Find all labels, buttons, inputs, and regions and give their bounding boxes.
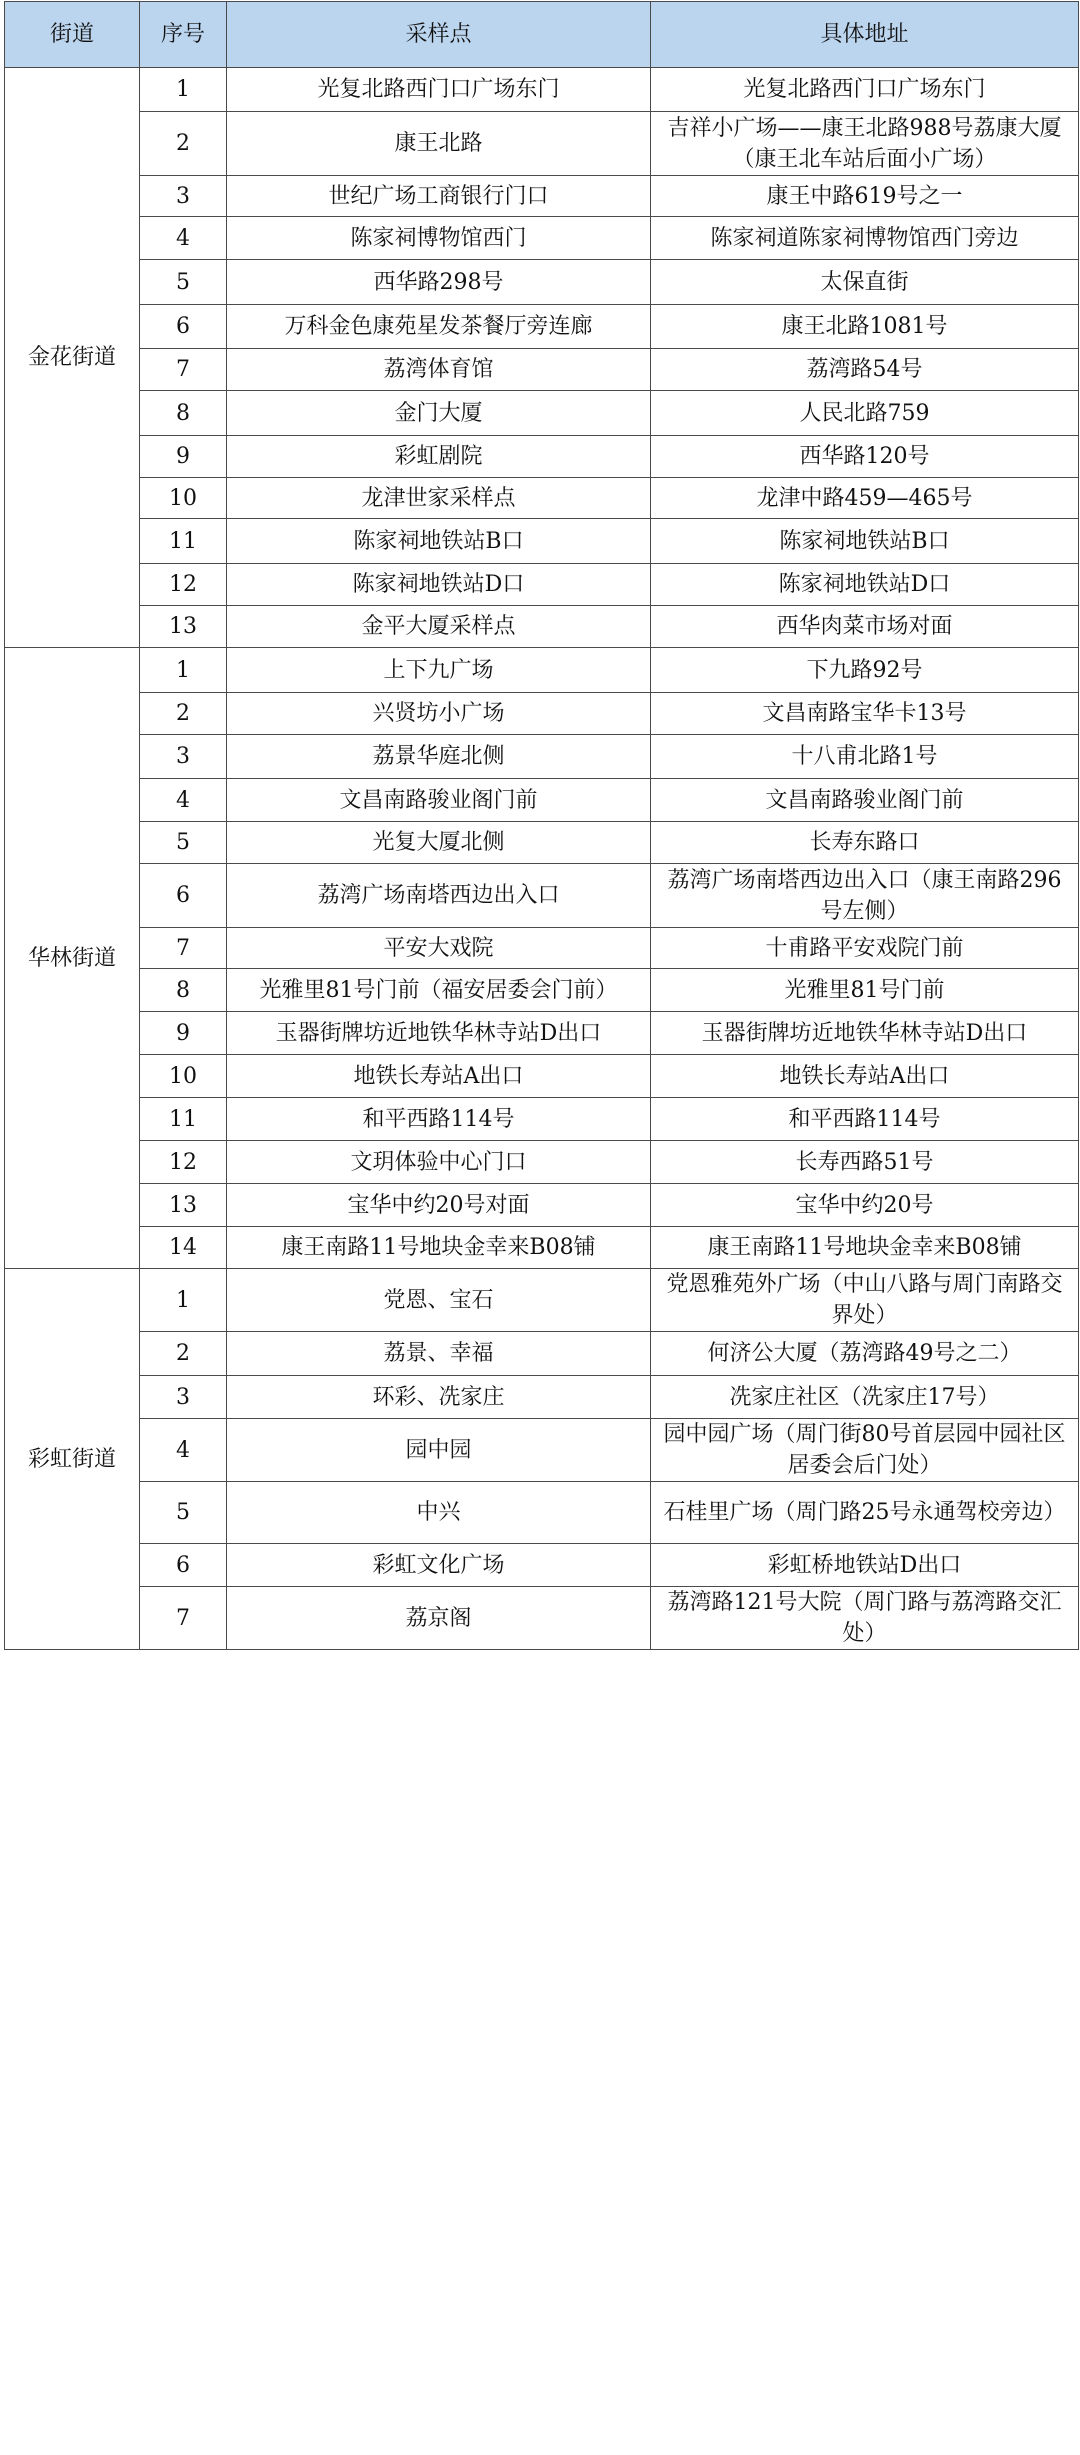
- address: 陈家祠道陈家祠博物馆西门旁边: [651, 217, 1079, 260]
- header-sampling-site: 采样点: [227, 2, 651, 68]
- address: 下九路92号: [651, 648, 1079, 693]
- address: 吉祥小广场——康王北路988号荔康大厦（康王北车站后面小广场）: [651, 112, 1079, 176]
- table-row: [5, 436, 1079, 478]
- sampling-site: 光复大厦北侧: [227, 822, 651, 864]
- address: 康王北路1081号: [651, 305, 1079, 349]
- table-row: [5, 68, 1079, 112]
- address: 龙津中路459—465号: [651, 478, 1079, 519]
- header-street: 街道: [5, 2, 140, 68]
- sampling-sites-table: [4, 1, 1079, 1650]
- sampling-site: 荔湾体育馆: [227, 349, 651, 391]
- table-row: [5, 1141, 1079, 1184]
- row-number: 12: [140, 1141, 227, 1184]
- sampling-site: 宝华中约20号对面: [227, 1184, 651, 1227]
- address: 太保直街: [651, 260, 1079, 305]
- address: 何济公大厦（荔湾路49号之二）: [651, 1332, 1079, 1376]
- address: 彩虹桥地铁站D出口: [651, 1544, 1079, 1587]
- row-number: 7: [140, 349, 227, 391]
- table-row: [5, 928, 1079, 969]
- address: 康王中路619号之一: [651, 176, 1079, 217]
- table-row: [5, 735, 1079, 779]
- header-row: [5, 2, 1079, 68]
- sampling-site: 上下九广场: [227, 648, 651, 693]
- row-number: 1: [140, 68, 227, 112]
- sampling-site: 世纪广场工商银行门口: [227, 176, 651, 217]
- table-row: [5, 1482, 1079, 1544]
- row-number: 2: [140, 1332, 227, 1376]
- address: 园中园广场（周门街80号首层园中园社区居委会后门处）: [651, 1419, 1079, 1482]
- sampling-site: 龙津世家采样点: [227, 478, 651, 519]
- row-number: 7: [140, 928, 227, 969]
- table-row: [5, 1376, 1079, 1419]
- row-number: 6: [140, 1544, 227, 1587]
- sampling-site: 文昌南路骏业阁门前: [227, 779, 651, 822]
- table-row: [5, 1184, 1079, 1227]
- address: 十甫路平安戏院门前: [651, 928, 1079, 969]
- address: 西华肉菜市场对面: [651, 606, 1079, 648]
- address: 陈家祠地铁站D口: [651, 564, 1079, 606]
- table-row: [5, 176, 1079, 217]
- sampling-site: 陈家祠博物馆西门: [227, 217, 651, 260]
- sampling-site: 光雅里81号门前（福安居委会门前）: [227, 969, 651, 1012]
- address: 和平西路114号: [651, 1098, 1079, 1141]
- address: 地铁长寿站A出口: [651, 1055, 1079, 1098]
- row-number: 10: [140, 478, 227, 519]
- row-number: 7: [140, 1587, 227, 1650]
- sampling-site: 陈家祠地铁站D口: [227, 564, 651, 606]
- row-number: 11: [140, 519, 227, 564]
- sampling-site: 环彩、冼家庄: [227, 1376, 651, 1419]
- street-group-caihong: 彩虹街道: [5, 1269, 140, 1650]
- table-row: [5, 349, 1079, 391]
- row-number: 9: [140, 436, 227, 478]
- header-number: 序号: [140, 2, 227, 68]
- row-number: 5: [140, 822, 227, 864]
- row-number: 11: [140, 1098, 227, 1141]
- header-address: 具体地址: [651, 2, 1079, 68]
- table-row: [5, 519, 1079, 564]
- table-row: [5, 1227, 1079, 1269]
- table-row: [5, 564, 1079, 606]
- table-row: [5, 822, 1079, 864]
- sampling-site: 荔景、幸福: [227, 1332, 651, 1376]
- sampling-site: 兴贤坊小广场: [227, 693, 651, 735]
- sampling-site: 文玥体验中心门口: [227, 1141, 651, 1184]
- address: 玉器街牌坊近地铁华林寺站D出口: [651, 1012, 1079, 1055]
- sampling-site: 康王南路11号地块金幸来B08铺: [227, 1227, 651, 1269]
- address: 光复北路西门口广场东门: [651, 68, 1079, 112]
- address: 文昌南路骏业阁门前: [651, 779, 1079, 822]
- sampling-site: 和平西路114号: [227, 1098, 651, 1141]
- row-number: 4: [140, 217, 227, 260]
- address: 人民北路759: [651, 391, 1079, 436]
- table-row: [5, 1269, 1079, 1332]
- address: 长寿东路口: [651, 822, 1079, 864]
- row-number: 1: [140, 648, 227, 693]
- sampling-site: 党恩、宝石: [227, 1269, 651, 1332]
- sampling-site: 地铁长寿站A出口: [227, 1055, 651, 1098]
- sampling-site: 平安大戏院: [227, 928, 651, 969]
- row-number: 12: [140, 564, 227, 606]
- street-group-jinhua: 金花街道: [5, 68, 140, 648]
- table-row: [5, 1332, 1079, 1376]
- sampling-site: 金平大厦采样点: [227, 606, 651, 648]
- sampling-site: 康王北路: [227, 112, 651, 176]
- row-number: 3: [140, 176, 227, 217]
- row-number: 5: [140, 260, 227, 305]
- table-row: [5, 1419, 1079, 1482]
- row-number: 13: [140, 1184, 227, 1227]
- table-row: [5, 478, 1079, 519]
- address: 西华路120号: [651, 436, 1079, 478]
- table-row: [5, 648, 1079, 693]
- table-row: [5, 606, 1079, 648]
- row-number: 6: [140, 305, 227, 349]
- table-body: [5, 68, 1079, 1650]
- sampling-site: 荔京阁: [227, 1587, 651, 1650]
- table-row: [5, 1055, 1079, 1098]
- row-number: 13: [140, 606, 227, 648]
- table-row: [5, 112, 1079, 176]
- sampling-site: 中兴: [227, 1482, 651, 1544]
- row-number: 14: [140, 1227, 227, 1269]
- table-row: [5, 779, 1079, 822]
- table-row: [5, 1587, 1079, 1650]
- sampling-site: 陈家祠地铁站B口: [227, 519, 651, 564]
- row-number: 8: [140, 969, 227, 1012]
- table-row: [5, 1012, 1079, 1055]
- sampling-site: 万科金色康苑星发茶餐厅旁连廊: [227, 305, 651, 349]
- row-number: 4: [140, 1419, 227, 1482]
- sampling-site: 玉器街牌坊近地铁华林寺站D出口: [227, 1012, 651, 1055]
- address: 宝华中约20号: [651, 1184, 1079, 1227]
- sampling-site: 彩虹剧院: [227, 436, 651, 478]
- address: 长寿西路51号: [651, 1141, 1079, 1184]
- table-row: [5, 1098, 1079, 1141]
- table-row: [5, 260, 1079, 305]
- street-group-hualin: 华林街道: [5, 648, 140, 1269]
- table-row: [5, 969, 1079, 1012]
- row-number: 6: [140, 864, 227, 928]
- table-row: [5, 305, 1079, 349]
- address: 党恩雅苑外广场（中山八路与周门南路交界处）: [651, 1269, 1079, 1332]
- address: 文昌南路宝华卡13号: [651, 693, 1079, 735]
- table-row: [5, 1544, 1079, 1587]
- sampling-site: 彩虹文化广场: [227, 1544, 651, 1587]
- sampling-site: 西华路298号: [227, 260, 651, 305]
- table-row: [5, 864, 1079, 928]
- address: 光雅里81号门前: [651, 969, 1079, 1012]
- address: 荔湾路54号: [651, 349, 1079, 391]
- row-number: 4: [140, 779, 227, 822]
- sampling-site: 园中园: [227, 1419, 651, 1482]
- row-number: 2: [140, 112, 227, 176]
- row-number: 5: [140, 1482, 227, 1544]
- address: 十八甫北路1号: [651, 735, 1079, 779]
- row-number: 1: [140, 1269, 227, 1332]
- address: 冼家庄社区（冼家庄17号）: [651, 1376, 1079, 1419]
- sampling-site: 金门大厦: [227, 391, 651, 436]
- table-row: [5, 217, 1079, 260]
- row-number: 3: [140, 735, 227, 779]
- row-number: 2: [140, 693, 227, 735]
- sampling-site: 荔湾广场南塔西边出入口: [227, 864, 651, 928]
- sampling-site: 荔景华庭北侧: [227, 735, 651, 779]
- address: 石桂里广场（周门路25号永通驾校旁边）: [651, 1482, 1079, 1544]
- address: 康王南路11号地块金幸来B08铺: [651, 1227, 1079, 1269]
- address: 陈家祠地铁站B口: [651, 519, 1079, 564]
- row-number: 8: [140, 391, 227, 436]
- table-row: [5, 693, 1079, 735]
- address: 荔湾广场南塔西边出入口（康王南路296号左侧）: [651, 864, 1079, 928]
- row-number: 3: [140, 1376, 227, 1419]
- sampling-site: 光复北路西门口广场东门: [227, 68, 651, 112]
- address: 荔湾路121号大院（周门路与荔湾路交汇处）: [651, 1587, 1079, 1650]
- table-row: [5, 391, 1079, 436]
- row-number: 9: [140, 1012, 227, 1055]
- row-number: 10: [140, 1055, 227, 1098]
